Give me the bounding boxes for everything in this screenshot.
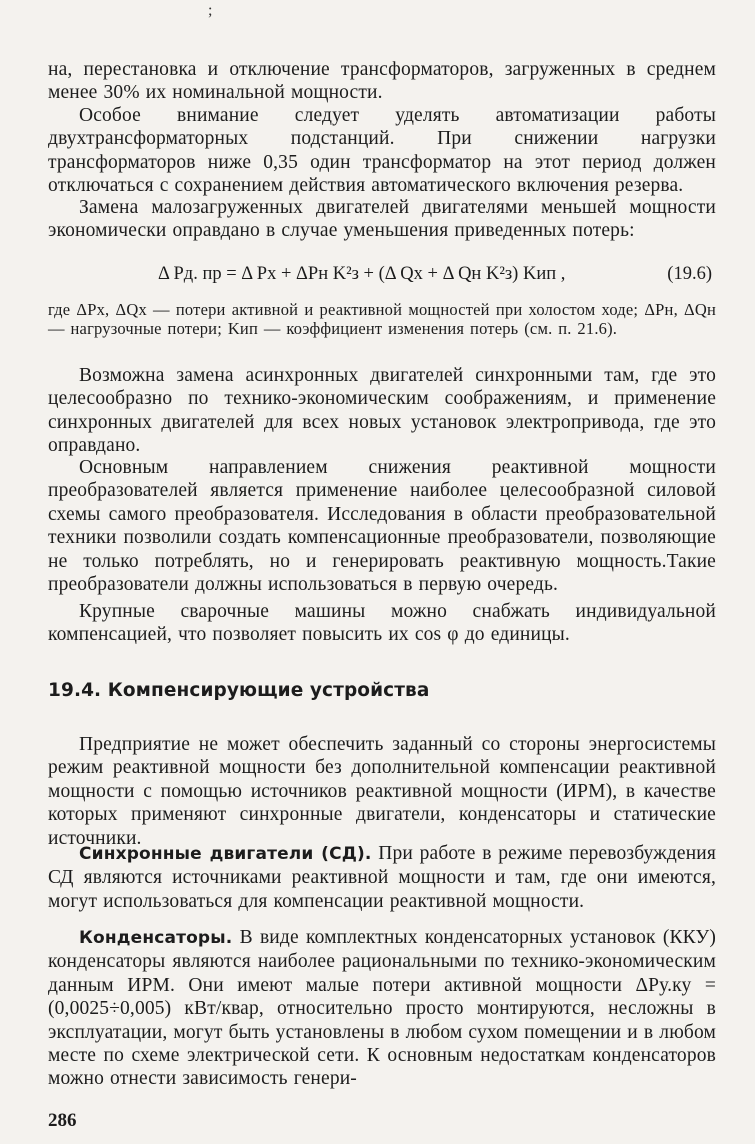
paragraph-synchronous-motors — [48, 842, 716, 913]
paragraph-text: Замена малозагруженных двигателей двигателями меньшей мощности экономически оправдано в случае уменьшения приведенных потерь: — [48, 197, 716, 242]
formula-number: (19.6) — [667, 264, 712, 284]
paragraph-welding-machines — [48, 600, 716, 647]
paragraph-compensation-intro — [48, 733, 716, 850]
paragraph-lead: Синхронные двигатели (СД). — [79, 844, 372, 864]
paragraph-text — [48, 926, 716, 1091]
formula-expression: Δ Pд. пр = Δ Pх + ΔPн K²з + (Δ Qх + Δ Qн K²з) Kип , — [158, 264, 566, 284]
paragraph-text — [48, 842, 716, 913]
paragraph-capacitors — [48, 926, 716, 1091]
paragraph-automation — [48, 104, 716, 198]
paragraph-synchronous-replacement — [48, 364, 716, 458]
paragraph-transformers-end — [48, 58, 716, 105]
paragraph-text: на, перестановка и отключение трансформаторов, загруженных в среднем менее 30% их номинальной мощности. — [48, 59, 716, 104]
top-mark: ; — [208, 2, 213, 19]
paragraph-body: При работе в режиме перевозбуждения СД являются источниками реактивной мощности и там, где они имеются, могут использоваться для компенсации реактивной мощности. — [48, 843, 716, 912]
paragraph-converters — [48, 456, 716, 596]
where-note-text: где ΔPх, ΔQх — потери активной и реактивной мощностей при холостом ходе; ΔPн, ΔQн — нагрузочные потери; Kип — коэффициент изменения потерь (см. п. 21.6). — [48, 300, 716, 338]
paragraph-text: Основным направлением снижения реактивной мощности преобразователей является применение наиболее целесообразной силовой схемы самого преобразователя. Исследования в области преобразовательной техники позволили создать компенсационные преобразователи, позволяющие не только потреблять, но и генерировать реактивную мощность.Такие преобразователи должны использоваться в первую очередь. — [48, 457, 716, 596]
page-number: 286 — [48, 1110, 77, 1131]
formula-where-note — [48, 300, 716, 338]
paragraph-text: Крупные сварочные машины можно снабжать индивидуальной компенсацией, что позволяет повысить их cos φ до единицы. — [48, 601, 716, 646]
paragraph-text: Предприятие не может обеспечить заданный со стороны энергосистемы режим реактивной мощности без дополнительной компенсации реактивной мощности с помощью источников реактивной мощности (ИРМ), в качестве которых применяют синхронные двигатели, конденсаторы и статические источники. — [48, 734, 716, 849]
paragraph-text: Особое внимание следует уделять автоматизации работы двухтрансформаторных подстанций. При снижении нагрузки трансформаторов ниже 0,35 один трансформатор на этот период должен отключаться с сохранением действия автоматического включения резерва. — [48, 105, 716, 197]
paragraph-body: В виде комплектных конденсаторных установок (ККУ) конденсаторы являются наиболее рациональными по технико-экономическим данным ИРМ. Они имеют малые потери активной мощности ΔPу.ку = (0,0025÷0,005) кВт/квар, относительно просто монтируются, несложны в эксплуатации, могут быть установлены в любом сухом помещении и в любом месте по схеме электрической сети. К основным недостаткам конденсаторов можно отнести зависимость генери- — [48, 927, 716, 1090]
paragraph-text: Возможна замена асинхронных двигателей синхронными там, где это целесообразно по технико-экономическим соображениям, и применение синхронных двигателей для всех новых установок электропривода, где это оправдано. — [48, 365, 716, 457]
paragraph-lead: Конденсаторы. — [79, 928, 233, 948]
paragraph-motor-replacement — [48, 196, 716, 243]
section-heading: 19.4. Компенсирующие устройства — [48, 680, 430, 701]
